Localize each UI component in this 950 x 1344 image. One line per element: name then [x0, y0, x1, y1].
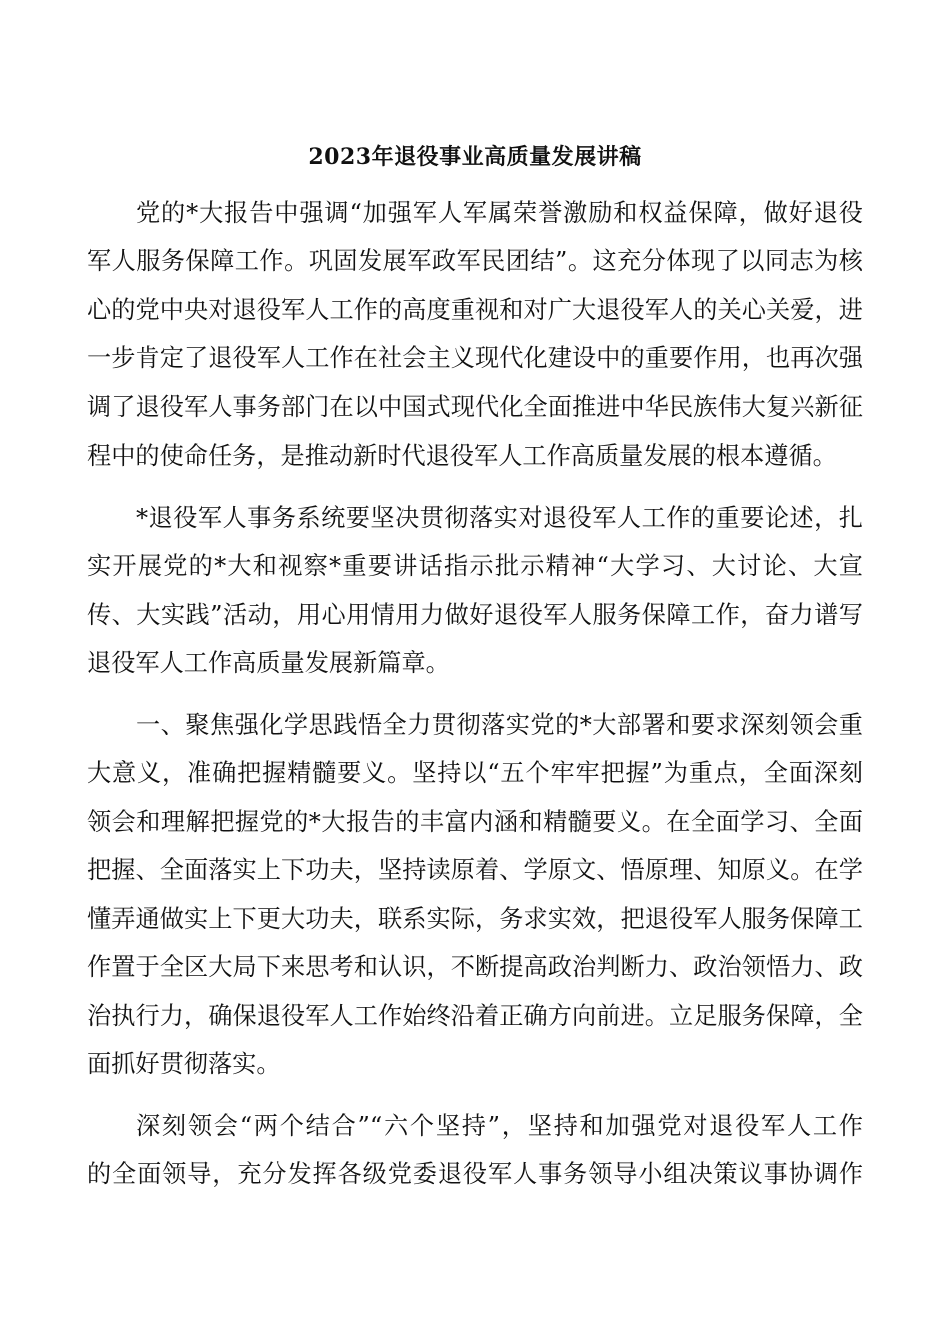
- paragraph-line: *退役军人事务系统要坚决贯彻落实对退役军人工作的重要论述，扎: [136, 504, 863, 532]
- paragraph-line: 深刻领会“两个结合”“六个坚持”，坚持和加强党对退役军人工作: [136, 1112, 863, 1140]
- paragraph-line: 党的*大报告中强调“加强军人军属荣誉激励和权益保障，做好退役: [136, 199, 863, 227]
- paragraph-line: 一步肯定了退役军人工作在社会主义现代化建设中的重要作用，也再次强: [87, 344, 863, 372]
- paragraph-line: 一、聚焦强化学思践悟全力贯彻落实党的*大部署和要求深刻领会重: [136, 711, 863, 739]
- paragraph-line: 心的党中央对退役军人工作的高度重视和对广大退役军人的关心关爱，进: [87, 296, 863, 324]
- paragraph-line: 治执行力，确保退役军人工作始终沿着正确方向前进。立足服务保障，全: [87, 1002, 863, 1030]
- paragraph-line: 军人服务保障工作。巩固发展军政军民团结”。这充分体现了以同志为核: [87, 247, 863, 275]
- paragraph-line: 作置于全区大局下来思考和认识，不断提高政治判断力、政治领悟力、政: [87, 953, 863, 981]
- document-title: 2023年退役事业高质量发展讲稿: [308, 144, 642, 170]
- paragraph-line: 传、大实践”活动，用心用情用力做好退役军人服务保障工作，奋力谱写: [87, 601, 863, 629]
- paragraph-line: 面抓好贯彻落实。: [87, 1050, 281, 1078]
- paragraph-line: 调了退役军人事务部门在以中国式现代化全面推进中华民族伟大复兴新征: [87, 393, 863, 421]
- paragraph-line: 实开展党的*大和视察*重要讲话指示批示精神“大学习、大讨论、大宣: [87, 552, 863, 580]
- paragraph-line: 的全面领导，充分发挥各级党委退役军人事务领导小组决策议事协调作: [87, 1160, 863, 1188]
- paragraph-line: 退役军人工作高质量发展新篇章。: [87, 649, 450, 677]
- paragraph-line: 领会和理解把握党的*大报告的丰富内涵和精髓要义。在全面学习、全面: [87, 808, 863, 836]
- paragraph-line: 程中的使命任务，是推动新时代退役军人工作高质量发展的根本遵循。: [87, 442, 837, 470]
- paragraph-line: 懂弄通做实上下更大功夫，联系实际，务求实效，把退役军人服务保障工: [87, 905, 863, 933]
- paragraph-line: 把握、全面落实上下功夫，坚持读原着、学原文、悟原理、知原义。在学: [87, 856, 863, 884]
- paragraph-line: 大意义，准确把握精髓要义。坚持以“五个牢牢把握”为重点，全面深刻: [87, 759, 863, 787]
